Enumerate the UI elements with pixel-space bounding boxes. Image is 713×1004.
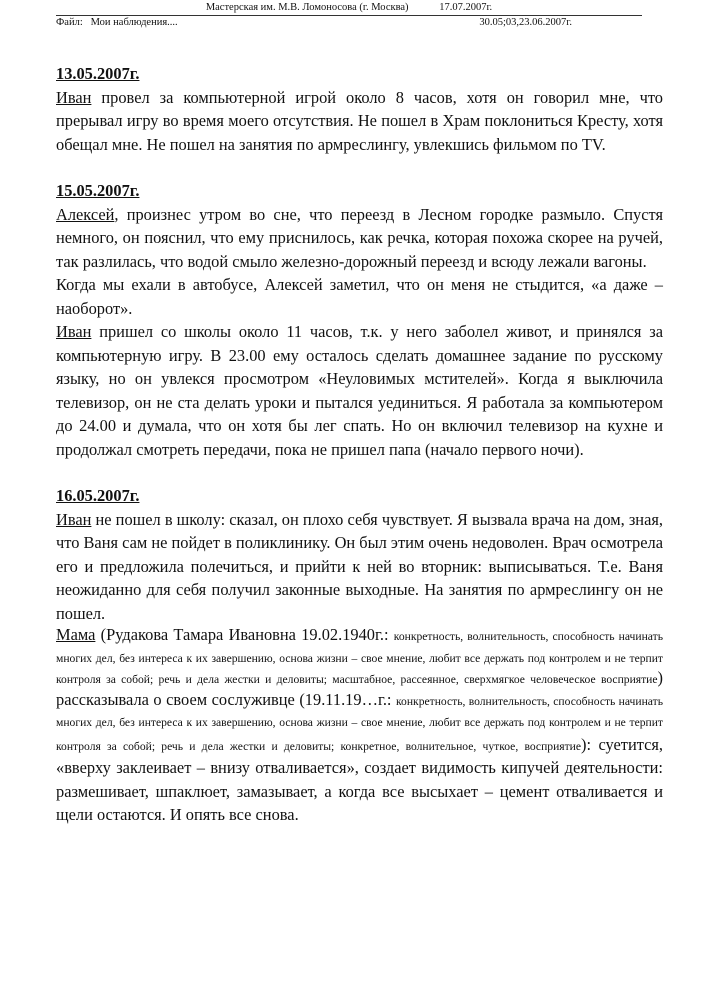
diary-entry	[56, 179, 663, 461]
paragraph-text: (Рудакова Тамара Ивановна 19.02.1940г.:	[95, 625, 394, 644]
header-file-label: Файл:	[56, 17, 83, 28]
paragraph-text: ): суетится, «вверху заклеивает – внизу отваливается», создает видимость кипучей деятельности: размешивает, шпаклюет, замазывает, а когда все высыхает – цемент отваливается и щели остаются. И опять все снова.	[56, 734, 663, 824]
person-name: Мама	[56, 625, 96, 644]
entry-date: 16.05.2007г.	[56, 486, 140, 505]
person-name: Иван	[56, 509, 92, 529]
entry-paragraph	[56, 508, 663, 626]
header-file-name: Мои наблюдения....	[90, 17, 178, 28]
person-name: Алексей	[56, 204, 115, 224]
paragraph-text: , произнес утром во сне, что переезд в Лесном городке размыло. Спустя немного, он пояснил, что ему приснилось, как речка, которая похожа скорее на ручей, так разлилась, что водой смыло железно-дорожный переезд и всюду лежали вагоны.	[56, 204, 663, 271]
entry-paragraph-mama	[56, 625, 663, 827]
paragraph-text: пришел со школы около 11 часов, т.к. у него заболел живот, и принялся за компьютерную игру. В 23.00 ему осталось сделать домашнее задание по русскому языку, но он увлекся просмотром «Неуловимых мстителей». Когда я выключила телевизор, он не ста делать уроки и пытался уединиться. Я работала за компьютером до 24.00 и думала, что он хотя бы лег спать. Но он включил телевизор на кухне и продолжал смотреть передачи, пока не пришел папа (начало первого ночи).	[56, 322, 663, 459]
person-name: Иван	[56, 87, 92, 107]
paragraph-text: провел за компьютерной игрой около 8 часов, хотя он говорил мне, что прерывал игру во время моего отсутствия. Не пошел в Храм поклониться Кресту, хотя обещал мне. Не пошел на занятия по армреслингу, увлекшись фильмом по TV.	[56, 87, 663, 154]
header-bottom-row	[56, 16, 642, 29]
characteristics-note: конкретность, волнительность, способность начинать многих дел, без интереса к их завершению, основа жизни – свое мнение, любит все держать под контролем и не терпит контроля за собой; речь и дела жестки и деловиты; конкретное, волнительное, чуткое, восприятие	[56, 694, 663, 753]
paragraph-text: Когда мы ехали в автобусе, Алексей заметил, что он меня не стыдится, «а даже – наоборот».	[56, 275, 663, 318]
entry-date: 15.05.2007г.	[56, 181, 140, 200]
entry-paragraph	[56, 203, 663, 274]
diary-entry	[56, 484, 663, 827]
characteristics-note: конкретность, волнительность, способность начинать многих дел, без интереса к их завершению, основа жизни – свое мнение, любит все держать под контролем и не терпит контроля за собой; речь и дела жестки и деловиты; масштабное, рассеянное, сверхмягкое человеческое восприятие	[56, 630, 663, 686]
header-date: 17.07.2007г.	[439, 2, 493, 13]
entry-paragraph	[56, 320, 663, 461]
entry-paragraph	[56, 86, 663, 157]
document-header	[56, 2, 642, 29]
header-org: Мастерская им. М.В. Ломоносова (г. Москва)	[205, 2, 409, 13]
entry-date: 13.05.2007г.	[56, 64, 140, 83]
diary-entry	[56, 62, 663, 156]
paragraph-text: ) рассказывала о своем сослуживце (19.11.19…г.:	[56, 668, 663, 709]
header-top-row	[56, 2, 642, 16]
document-body	[56, 62, 663, 850]
header-dates: 30.05;03,23.06.2007г.	[479, 17, 572, 28]
header-file	[56, 17, 178, 29]
entry-paragraph	[56, 273, 663, 320]
person-name: Иван	[56, 322, 92, 341]
paragraph-text: не пошел в школу: сказал, он плохо себя чувствует. Я вызвала врача на дом, зная, что Ваня сам не пойдет в поликлинику. Он был этим очень недоволен. Врач осмотрела его и предложила полечиться, и прийти к ней во вторник: выписываться. Т.е. Ваня неожиданно для себя получил законные выходные. На занятия по армреслингу он не пошел.	[56, 509, 663, 623]
